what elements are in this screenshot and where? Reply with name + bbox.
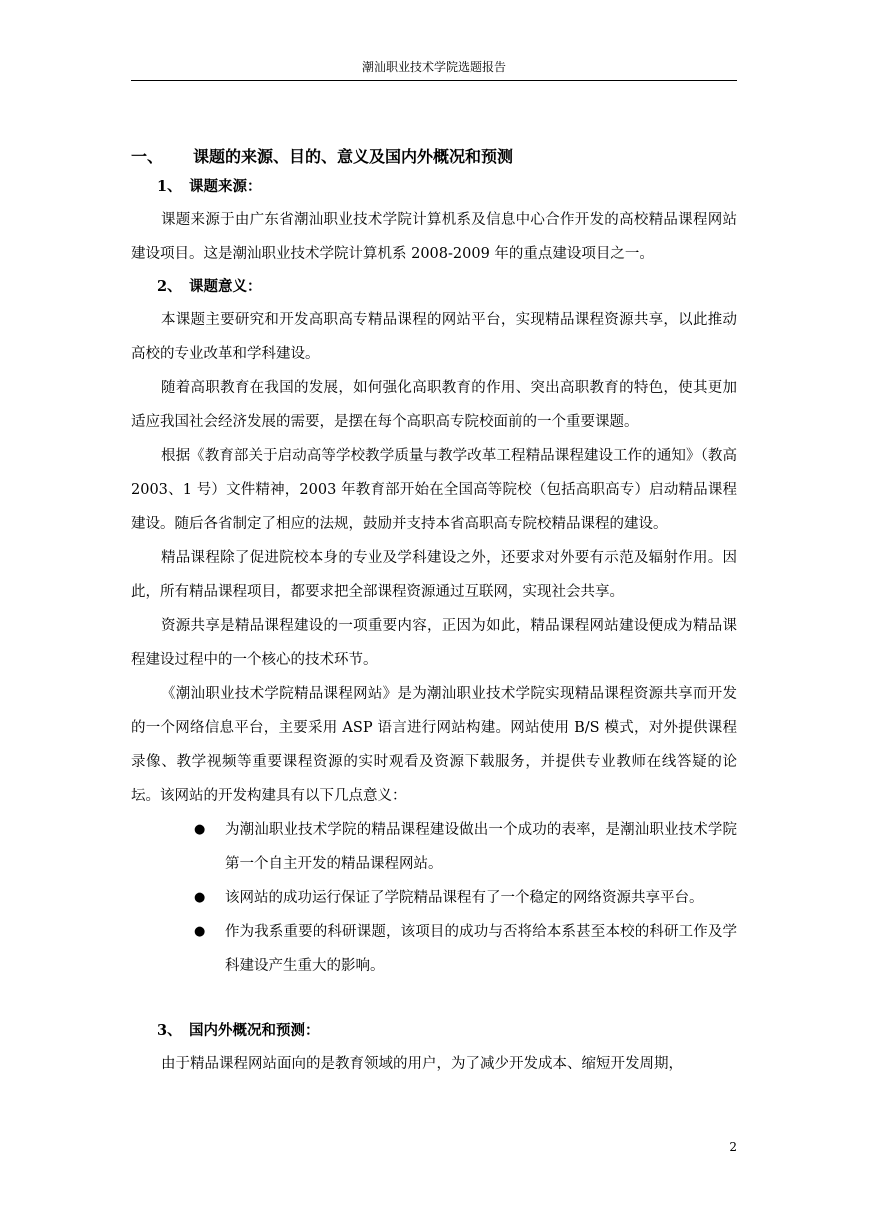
subsection-number: 3、	[157, 1022, 182, 1039]
document-body	[131, 143, 737, 1081]
bullet-icon: ●	[194, 890, 206, 905]
bullet-icon: ●	[194, 924, 206, 939]
paragraph: 精品课程除了促进院校本身的专业及学科建设之外，还要求对外要有示范及辐射作用。因此，所有精品课程项目，都要求把全部课程资源通过互联网，实现社会共享。	[131, 550, 737, 600]
paragraph: 资源共享是精品课程建设的一项重要内容，正因为如此，精品课程网站建设便成为精品课程建设过程中的一个核心的技术环节。	[131, 618, 737, 668]
list-item	[131, 915, 737, 983]
subsection-heading-overview	[131, 1015, 737, 1047]
header-divider	[131, 80, 737, 81]
paragraph: 《潮汕职业技术学院精品课程网站》是为潮汕职业技术学院实现精品课程资源共享而开发的一个网络信息平台，主要采用 ASP 语言进行网站构建。网站使用 B/S 模式，对外提供课程录像、教学视频等重要课程资源的实时观看及资源下载服务，并提供专业教师在线答疑的论坛。该网站的开发构建具有以下几点意义：	[131, 686, 737, 804]
paragraph: 由于精品课程网站面向的是教育领域的用户，为了减少开发成本、缩短开发周期，	[161, 1056, 683, 1072]
subsection-number: 2、	[157, 278, 182, 295]
bullet-icon: ●	[194, 822, 206, 837]
subsection-title: 课题意义：	[189, 278, 262, 295]
list-item-text: 为潮汕职业技术学院的精品课程建设做出一个成功的表率，是潮汕职业技术学院第一个自主开发的精品课程网站。	[225, 822, 737, 872]
paragraph: 本课题主要研究和开发高职高专精品课程的网站平台，实现精品课程资源共享，以此推动高校的专业改革和学科建设。	[131, 312, 737, 362]
section-heading	[131, 143, 737, 171]
section-number: 一、	[131, 147, 164, 166]
paragraph: 课题来源于由广东省潮汕职业技术学院计算机系及信息中心合作开发的高校精品课程网站建设项目。这是潮汕职业技术学院计算机系 2008-2009 年的重点建设项目之一。	[131, 212, 737, 262]
section-title: 课题的来源、目的、意义及国内外概况和预测	[193, 147, 514, 166]
paragraph: 随着高职教育在我国的发展，如何强化高职教育的作用、突出高职教育的特色，使其更加适应我国社会经济发展的需要，是摆在每个高职高专院校面前的一个重要课题。	[131, 380, 737, 430]
spacer	[131, 983, 737, 1015]
subsection-title: 课题来源：	[189, 178, 262, 195]
subsection-number: 1、	[157, 178, 182, 195]
page-header	[131, 60, 737, 74]
subsection-heading-significance	[131, 271, 737, 303]
subsection-title: 国内外概况和预测：	[189, 1022, 320, 1039]
list-item-text: 该网站的成功运行保证了学院精品课程有了一个稳定的网络资源共享平台。	[225, 890, 704, 906]
paragraph: 根据《教育部关于启动高等学校教学质量与教学改革工程精品课程建设工作的通知》（教高 2003、1 号）文件精神，2003 年教育部开始在全国高等院校（包括高职高专）启动精品课程建设。随后各省制定了相应的法规，鼓励并支持本省高职高专院校精品课程的建设。	[131, 448, 737, 532]
list-item	[131, 813, 737, 881]
bullet-list	[131, 813, 737, 983]
header-title: 潮汕职业技术学院选题报告	[361, 60, 506, 74]
list-item-text: 作为我系重要的科研课题，该项目的成功与否将给本系甚至本校的科研工作及学科建设产生重大的影响。	[225, 924, 737, 974]
page-number: 2	[729, 1140, 737, 1154]
list-item	[131, 881, 737, 915]
subsection-heading-source	[131, 171, 737, 203]
